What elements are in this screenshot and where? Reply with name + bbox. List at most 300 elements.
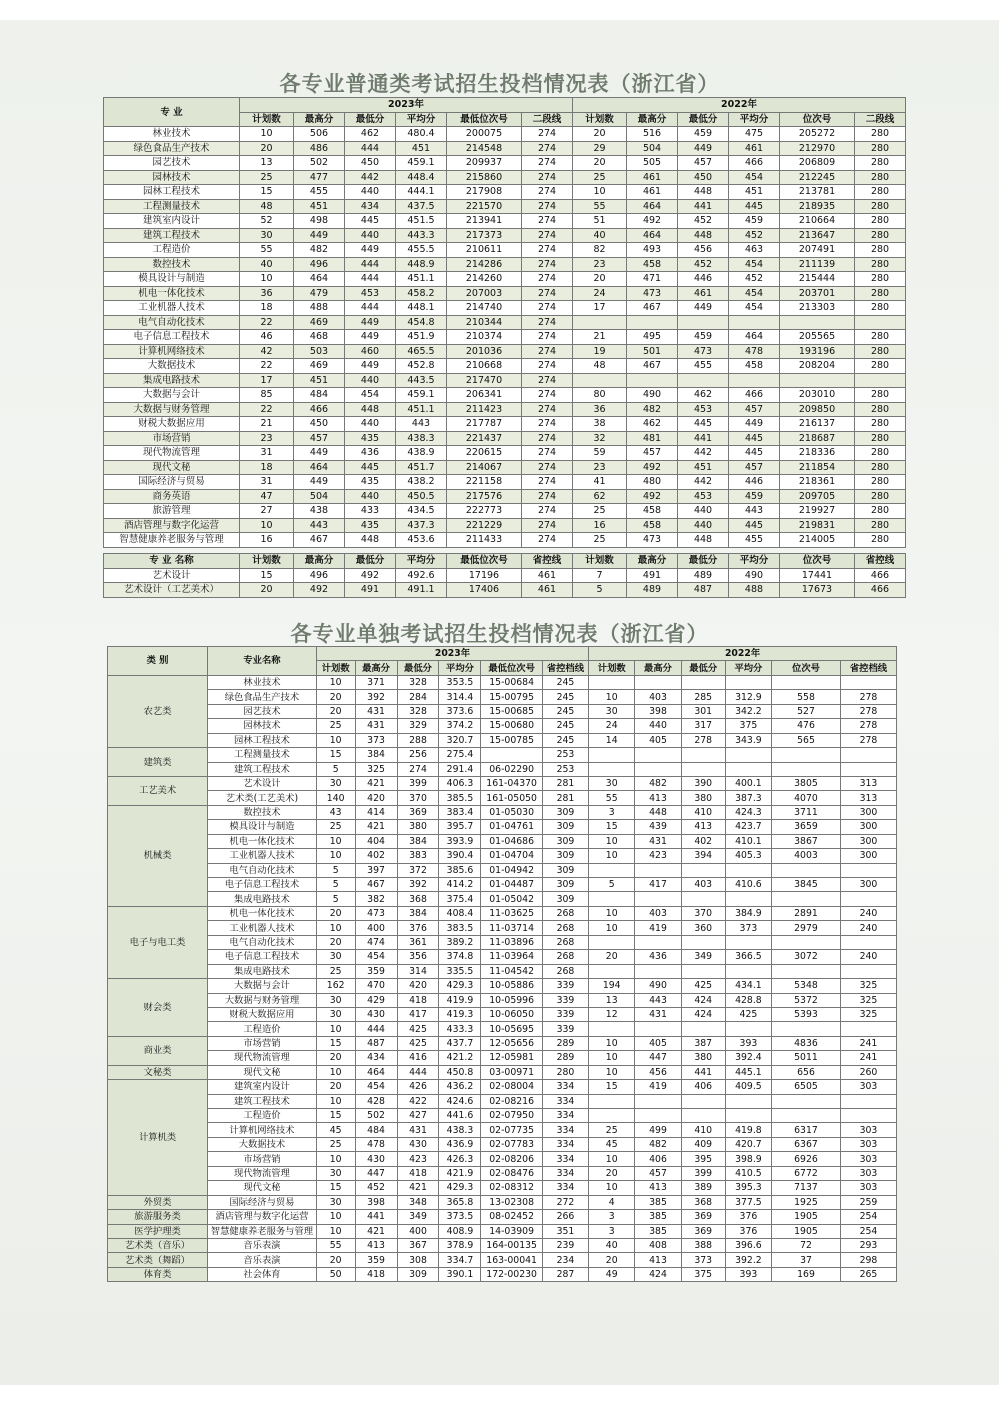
value-cell: 384.9 [725, 906, 771, 920]
value-cell: 222773 [447, 504, 522, 519]
column-header: 二段线 [855, 112, 906, 127]
value-cell: 467 [355, 878, 397, 892]
value-cell: 387.3 [725, 791, 771, 805]
value-cell: 274 [522, 156, 573, 171]
value-cell: 351 [542, 1224, 588, 1238]
value-cell: 466 [855, 583, 906, 598]
value-cell: 420 [397, 979, 439, 993]
value-cell: 492.6 [396, 568, 447, 583]
value-cell: 25 [573, 504, 627, 519]
value-cell: 495 [627, 330, 678, 345]
column-header: 最高分 [294, 554, 345, 569]
value-cell: 385.6 [439, 863, 481, 877]
value-cell: 443 [729, 504, 780, 519]
value-cell: 370 [397, 791, 439, 805]
value-cell: 397 [355, 863, 397, 877]
value-cell: 395.7 [439, 820, 481, 834]
value-cell: 25 [316, 820, 355, 834]
value-cell: 421.2 [439, 1051, 481, 1065]
table-row [104, 359, 906, 374]
table-row [108, 791, 897, 805]
value-cell: 17673 [780, 583, 855, 598]
value-cell [635, 1109, 681, 1123]
value-cell: 565 [772, 733, 841, 747]
value-cell: 21 [240, 417, 294, 432]
value-cell: 442 [678, 475, 729, 490]
column-header: 平均分 [439, 661, 481, 675]
value-cell: 274 [522, 272, 573, 287]
value-cell: 274 [522, 315, 573, 330]
value-cell: 300 [840, 834, 896, 848]
year-2022-header: 2022年 [573, 98, 906, 113]
value-cell: 445 [345, 214, 396, 229]
value-cell: 274 [522, 489, 573, 504]
value-cell [840, 1022, 896, 1036]
value-cell: 59 [573, 446, 627, 461]
value-cell: 280 [855, 446, 906, 461]
value-cell: 10 [589, 1152, 635, 1166]
table-row [104, 286, 906, 301]
value-cell: 454 [729, 257, 780, 272]
value-cell: 287 [542, 1267, 588, 1281]
value-cell: 300 [840, 849, 896, 863]
value-cell: 462 [678, 388, 729, 403]
value-cell: 398 [355, 1195, 397, 1209]
value-cell: 478 [729, 344, 780, 359]
value-cell: 10 [316, 733, 355, 747]
value-cell: 303 [840, 1152, 896, 1166]
value-cell: 439 [635, 820, 681, 834]
value-cell: 527 [772, 704, 841, 718]
major-name-cell: 智慧健康养老服务与管理 [104, 533, 240, 548]
value-cell: 3 [589, 1210, 635, 1224]
value-cell [725, 935, 771, 949]
value-cell: 440 [678, 518, 729, 533]
value-cell: 274 [522, 344, 573, 359]
value-cell: 408.4 [439, 906, 481, 920]
value-cell: 241 [840, 1051, 896, 1065]
value-cell: 371 [355, 675, 397, 689]
value-cell [840, 762, 896, 776]
value-cell: 14-03909 [481, 1224, 542, 1238]
value-cell: 450 [294, 417, 345, 432]
major-name-cell: 财税大数据应用 [104, 417, 240, 432]
value-cell: 450 [678, 170, 729, 185]
value-cell: 425 [397, 1022, 439, 1036]
value-cell: 489 [678, 568, 729, 583]
value-cell: 353.5 [439, 675, 481, 689]
value-cell: 27 [240, 504, 294, 519]
major-name-cell: 大数据与财务管理 [208, 993, 317, 1007]
value-cell: 464 [294, 272, 345, 287]
value-cell: 423.7 [725, 820, 771, 834]
value-cell: 280 [542, 1065, 588, 1079]
value-cell: 15 [316, 748, 355, 762]
value-cell [635, 935, 681, 949]
value-cell: 453 [345, 286, 396, 301]
value-cell: 425 [397, 1036, 439, 1050]
value-cell: 369 [397, 805, 439, 819]
value-cell: 10 [316, 849, 355, 863]
major-name-cell: 艺术设计（工艺美术） [104, 583, 240, 598]
value-cell: 02-08216 [481, 1094, 542, 1108]
value-cell: 435 [345, 518, 396, 533]
value-cell: 451 [729, 185, 780, 200]
value-cell: 36 [573, 402, 627, 417]
value-cell: 454 [729, 286, 780, 301]
value-cell: 417 [397, 1007, 439, 1021]
column-header: 省控线 [855, 554, 906, 569]
value-cell: 400.1 [725, 776, 771, 790]
value-cell: 01-04487 [481, 878, 542, 892]
value-cell: 300 [840, 805, 896, 819]
value-cell: 169 [772, 1267, 841, 1281]
category-cell: 财会类 [108, 979, 208, 1037]
value-cell [772, 748, 841, 762]
column-header: 最低位次号 [447, 554, 522, 569]
value-cell: 444 [345, 301, 396, 316]
major-name-cell: 集成电路技术 [104, 373, 240, 388]
value-cell: 314.4 [439, 690, 481, 704]
value-cell [840, 935, 896, 949]
value-cell: 492 [627, 460, 678, 475]
value-cell: 491 [627, 568, 678, 583]
value-cell [589, 863, 635, 877]
table-row [108, 704, 897, 718]
value-cell: 20 [316, 935, 355, 949]
value-cell [627, 315, 678, 330]
value-cell: 5 [316, 892, 355, 906]
value-cell: 349 [681, 950, 725, 964]
value-cell: 320.7 [439, 733, 481, 747]
value-cell: 10 [589, 1051, 635, 1065]
value-cell: 3072 [772, 950, 841, 964]
value-cell [678, 315, 729, 330]
value-cell: 325 [840, 979, 896, 993]
value-cell: 193196 [780, 344, 855, 359]
value-cell: 482 [635, 776, 681, 790]
value-cell [681, 935, 725, 949]
value-cell: 213303 [780, 301, 855, 316]
major-name-cell: 建筑室内设计 [208, 1080, 317, 1094]
value-cell: 10 [316, 675, 355, 689]
value-cell: 461 [627, 170, 678, 185]
value-cell: 211423 [447, 402, 522, 417]
value-cell: 10 [573, 185, 627, 200]
value-cell: 30 [240, 228, 294, 243]
table-row [108, 1123, 897, 1137]
value-cell: 417 [635, 878, 681, 892]
value-cell: 10 [589, 906, 635, 920]
value-cell: 392 [355, 690, 397, 704]
value-cell: 308 [397, 1253, 439, 1267]
table-row [108, 906, 897, 920]
value-cell: 458 [627, 504, 678, 519]
table-row [104, 402, 906, 417]
value-cell: 454.8 [396, 315, 447, 330]
value-cell: 395 [681, 1152, 725, 1166]
value-cell: 25 [316, 1137, 355, 1151]
value-cell: 440 [345, 373, 396, 388]
value-cell: 274 [522, 431, 573, 446]
major-name-cell: 园林工程技术 [104, 185, 240, 200]
value-cell: 25 [316, 964, 355, 978]
value-cell: 431 [355, 719, 397, 733]
value-cell: 349 [397, 1210, 439, 1224]
value-cell: 221570 [447, 199, 522, 214]
value-cell: 374.8 [439, 950, 481, 964]
value-cell: 458 [729, 359, 780, 374]
value-cell: 01-05030 [481, 805, 542, 819]
value-cell: 402 [681, 834, 725, 848]
value-cell: 475 [729, 127, 780, 142]
major-name-cell: 林业技术 [104, 127, 240, 142]
value-cell: 209937 [447, 156, 522, 171]
value-cell: 17196 [447, 568, 522, 583]
value-cell: 399 [397, 776, 439, 790]
value-cell: 200075 [447, 127, 522, 142]
value-cell: 378.9 [439, 1238, 481, 1252]
value-cell: 448 [678, 533, 729, 548]
value-cell [678, 373, 729, 388]
value-cell: 435 [345, 431, 396, 446]
value-cell: 17406 [447, 583, 522, 598]
major-name-cell: 建筑工程技术 [104, 228, 240, 243]
value-cell: 487 [678, 583, 729, 598]
value-cell: 300 [840, 820, 896, 834]
value-cell: 452 [678, 214, 729, 229]
value-cell: 450 [345, 156, 396, 171]
value-cell [589, 748, 635, 762]
value-cell: 451 [678, 460, 729, 475]
value-cell: 281 [542, 776, 588, 790]
value-cell [635, 1094, 681, 1108]
value-cell: 505 [627, 156, 678, 171]
value-cell: 456 [635, 1065, 681, 1079]
value-cell: 32 [573, 431, 627, 446]
value-cell: 11-03625 [481, 906, 542, 920]
table-row [108, 950, 897, 964]
value-cell: 280 [855, 301, 906, 316]
value-cell: 20 [589, 950, 635, 964]
value-cell: 268 [542, 950, 588, 964]
value-cell: 413 [635, 791, 681, 805]
column-header: 省控线 [522, 554, 573, 569]
value-cell: 245 [542, 675, 588, 689]
value-cell: 265 [840, 1267, 896, 1281]
value-cell: 45 [589, 1137, 635, 1151]
value-cell: 217470 [447, 373, 522, 388]
value-cell: 280 [855, 417, 906, 432]
value-cell: 201036 [447, 344, 522, 359]
value-cell: 482 [627, 402, 678, 417]
value-cell: 459 [678, 127, 729, 142]
value-cell: 17441 [780, 568, 855, 583]
value-cell: 419 [635, 1080, 681, 1094]
value-cell: 478 [355, 1137, 397, 1151]
value-cell: 464 [729, 330, 780, 345]
value-cell: 334.7 [439, 1253, 481, 1267]
major-name-cell: 社会体育 [208, 1267, 317, 1281]
value-cell [589, 762, 635, 776]
value-cell: 452 [355, 1181, 397, 1195]
value-cell: 10-05996 [481, 993, 542, 1007]
value-cell: 461 [729, 141, 780, 156]
value-cell: 383.5 [439, 921, 481, 935]
table-row [104, 272, 906, 287]
value-cell [635, 863, 681, 877]
value-cell: 440 [345, 489, 396, 504]
value-cell: 334 [542, 1152, 588, 1166]
value-cell: 314 [397, 964, 439, 978]
major-name-cell: 工程造价 [104, 243, 240, 258]
value-cell: 473 [627, 286, 678, 301]
value-cell: 393.9 [439, 834, 481, 848]
table-row [104, 257, 906, 272]
value-cell: 498 [294, 214, 345, 229]
value-cell: 467 [627, 359, 678, 374]
value-cell: 464 [627, 228, 678, 243]
major-name-cell: 林业技术 [208, 675, 317, 689]
table-row [108, 675, 897, 689]
value-cell: 274 [522, 446, 573, 461]
value-cell: 10 [589, 1036, 635, 1050]
value-cell: 437.5 [396, 199, 447, 214]
value-cell: 501 [627, 344, 678, 359]
value-cell: 451 [294, 199, 345, 214]
value-cell: 210668 [447, 359, 522, 374]
value-cell: 218336 [780, 446, 855, 461]
value-cell: 274 [522, 286, 573, 301]
column-header: 二段线 [522, 112, 573, 127]
table-row [108, 748, 897, 762]
column-header: 计划数 [240, 554, 294, 569]
value-cell: 40 [573, 228, 627, 243]
value-cell: 422 [397, 1094, 439, 1108]
major-name-cell: 现代文秘 [208, 1181, 317, 1195]
value-cell: 434 [355, 1051, 397, 1065]
value-cell: 440 [345, 185, 396, 200]
value-cell [681, 1094, 725, 1108]
value-cell: 10 [316, 1022, 355, 1036]
value-cell: 15-00685 [481, 704, 542, 718]
value-cell: 4 [589, 1195, 635, 1209]
value-cell: 280 [855, 127, 906, 142]
table-row [108, 805, 897, 819]
major-name-cell: 电子信息工程技术 [104, 330, 240, 345]
value-cell: 210664 [780, 214, 855, 229]
value-cell: 387 [681, 1036, 725, 1050]
value-cell: 334 [542, 1166, 588, 1180]
value-cell: 20 [316, 1253, 355, 1267]
value-cell: 454 [729, 301, 780, 316]
value-cell: 455.5 [396, 243, 447, 258]
value-cell: 280 [855, 489, 906, 504]
value-cell: 215860 [447, 170, 522, 185]
value-cell: 437.7 [439, 1036, 481, 1050]
value-cell: 210344 [447, 315, 522, 330]
value-cell: 217576 [447, 489, 522, 504]
value-cell: 335.5 [439, 964, 481, 978]
value-cell: 13 [589, 993, 635, 1007]
table-row [108, 1166, 897, 1180]
value-cell: 405.3 [725, 849, 771, 863]
value-cell: 300 [840, 878, 896, 892]
general-exam-table-title: 各专业普通类考试招生投档情况表（浙江省） [279, 72, 720, 96]
major-name-cell: 现代文秘 [104, 460, 240, 475]
table-row [108, 1137, 897, 1151]
column-header: 最高分 [635, 661, 681, 675]
value-cell: 482 [635, 1137, 681, 1151]
major-name-cell: 园艺技术 [104, 156, 240, 171]
value-cell: 15-00795 [481, 690, 542, 704]
value-cell: 356 [397, 950, 439, 964]
value-cell: 312.9 [725, 690, 771, 704]
value-cell: 488 [729, 583, 780, 598]
major-name-cell: 工程造价 [208, 1109, 317, 1123]
category-cell: 农艺类 [108, 675, 208, 747]
value-cell: 427 [397, 1109, 439, 1123]
value-cell: 10 [316, 921, 355, 935]
value-cell: 461 [627, 185, 678, 200]
value-cell [840, 964, 896, 978]
value-cell: 1905 [772, 1210, 841, 1224]
value-cell: 445 [729, 446, 780, 461]
value-cell: 47 [240, 489, 294, 504]
value-cell [589, 935, 635, 949]
value-cell: 502 [294, 156, 345, 171]
value-cell [681, 748, 725, 762]
table-row [104, 518, 906, 533]
value-cell: 15-00680 [481, 719, 542, 733]
value-cell: 429.3 [439, 1181, 481, 1195]
value-cell: 408.9 [439, 1224, 481, 1238]
value-cell: 12-05656 [481, 1036, 542, 1050]
value-cell: 212245 [780, 170, 855, 185]
value-cell [635, 675, 681, 689]
value-cell: 289 [542, 1051, 588, 1065]
value-cell: 205565 [780, 330, 855, 345]
major-name-cell: 旅游管理 [104, 504, 240, 519]
value-cell: 499 [635, 1123, 681, 1137]
value-cell: 205272 [780, 127, 855, 142]
value-cell: 18 [240, 301, 294, 316]
column-header: 平均分 [396, 112, 447, 127]
value-cell: 385 [635, 1195, 681, 1209]
value-cell: 373.6 [439, 704, 481, 718]
value-cell: 394 [681, 849, 725, 863]
value-cell [772, 1094, 841, 1108]
value-cell: 421 [355, 776, 397, 790]
value-cell: 448.1 [396, 301, 447, 316]
column-header: 位次号 [780, 554, 855, 569]
value-cell: 398 [635, 704, 681, 718]
value-cell: 487 [355, 1036, 397, 1050]
value-cell: 461 [522, 568, 573, 583]
value-cell: 376 [725, 1224, 771, 1238]
value-cell [725, 1094, 771, 1108]
value-cell: 467 [294, 533, 345, 548]
table-row [104, 243, 906, 258]
value-cell: 293 [840, 1238, 896, 1252]
value-cell: 466 [729, 388, 780, 403]
value-cell: 30 [316, 950, 355, 964]
table-row [108, 1152, 897, 1166]
category-header: 类 别 [108, 647, 208, 676]
value-cell: 4836 [772, 1036, 841, 1050]
value-cell: 429.3 [439, 979, 481, 993]
value-cell: 274 [397, 762, 439, 776]
